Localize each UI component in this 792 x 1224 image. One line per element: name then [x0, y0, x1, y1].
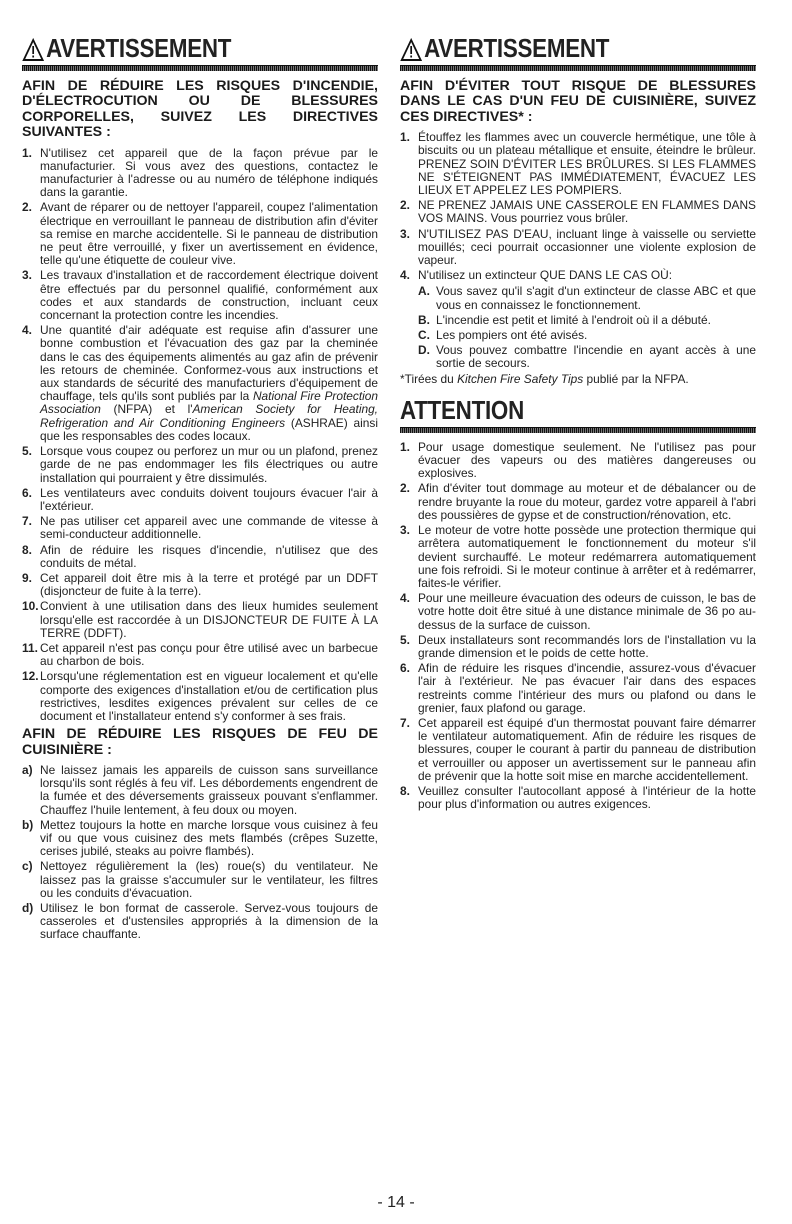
list-item: 3. Les travaux d'installation et de raccordement électrique doivent être effectués par du personnel qualifié, conformément aux codes et aux standards de construction, incluant ceux concernant la protection contre les incendies.	[22, 268, 378, 323]
attention-list	[400, 441, 756, 811]
list-item: c) Nettoyez régulièrement la (les) roue(s) du ventilateur. Ne laissez pas la graisse s'accumuler sur le ventilateur, les filtres ou les conduits d'évacuation.	[22, 859, 378, 900]
list-item: 2. Afin d'éviter tout dommage au moteur et de débalancer ou de rendre bruyante la roue du moteur, gardez votre appareil à l'abri des poussières de gypse et de construction/rénovation, etc.	[400, 481, 756, 522]
list-item: C. Les pompiers ont été avisés.	[418, 328, 588, 343]
list-item: d) Utilisez le bon format de casserole. Servez-vous toujours de casseroles et d'ustensiles appropriés à la dimension de la surface chauffante.	[22, 901, 378, 942]
list-item: 2. Avant de réparer ou de nettoyer l'appareil, coupez l'alimentation électrique en verrouillant le panneau de distribution afin d'éviter sa remise en marche accidentelle. Si le panneau de distribution ne peut être verrouillé, y fixer un avertissement en évidence, telle qu'une étiquette de couleur vive.	[22, 200, 378, 268]
list-item: 6. Les ventilateurs avec conduits doivent toujours évacuer l'air à l'extérieur.	[22, 485, 378, 513]
list-item: 2. NE PRENEZ JAMAIS UNE CASSEROLE EN FLAMMES DANS VOS MAINS. Vous pourriez vous brûler.	[400, 198, 756, 226]
list-item: D. Vous pouvez combattre l'incendie en ayant accès à une sortie de secours.	[418, 343, 756, 371]
left-column	[22, 32, 378, 944]
list-item: 3. Le moteur de votre hotte possède une protection thermique qui arrêtera automatiquement le fonctionnement du moteur s'il devient surchauffé. Le moteur redémarrera automatiquement une fois refroidi. Si le moteur continue à arrêter et à redémarrer, faites-le vérifier.	[400, 523, 756, 590]
warning-triangle-icon	[22, 38, 44, 62]
list-item: B. L'incendie est petit et limité à l'endroit où il a débuté.	[418, 312, 711, 327]
list-item: 7. Cet appareil est équipé d'un thermostat pouvant faire démarrer le ventilateur automatiquement. Afin de réduire les risques de blessures, couper le courant à partir du panneau de distribution et verrouiller ou apposer un avertissement sur le panneau afin de prévenir que la hotte soit mise en marche accidentellement.	[400, 715, 756, 783]
list-item: a) Ne laissez jamais les appareils de cuisson sans surveillance lorsqu'ils sont réglés à feu vif. Les débordements engendrent de la fumée et des déversements graisseux pouvant s'enflammer. Chauffez l'huile lentement, à feu doux ou moyen.	[22, 762, 378, 817]
source-note: *Tirées du Kitchen Fire Safety Tips publié par la NFPA.	[400, 371, 689, 386]
list-item: 5. Lorsque vous coupez ou perforez un mur ou un plafond, prenez garde de ne pas endommager les fils électriques ou autre installation qui pourraient y être dissimulés.	[22, 444, 378, 485]
list-item: 4. Pour une meilleure évacuation des odeurs de cuisson, le bas de votre hotte doit être situé à une distance minimale de 36 po au-dessus de la surface de cuisson.	[400, 591, 756, 632]
heading-rule	[400, 427, 756, 433]
list-item: 6. Afin de réduire les risques d'incendie, assurez-vous d'évacuer l'air à l'extérieur. Ne pas évacuer l'air dans des espaces restreints comme l'intérieur des murs ou plafond ou dans le grenier, faux plafond ou garage.	[400, 661, 756, 715]
heading-rule	[22, 65, 378, 71]
list-item: 4. Une quantité d'air adéquate est requise afin d'assurer une bonne combustion et l'évacuation des gaz par la cheminée dans le cas des équipements alimentés au gaz afin de prévenir les retours de cheminée. Conformez-vous aux instructions et aux standards de sécurité des manufacturiers d'équipement de chauffage, tels qu'ils sont publiés par la National Fire Protection Association (NFPA) et l'American Society for Heating, Refrigeration and Air Conditioning Engineers (ASHRAE) ainsi que les responsables des codes locaux.	[22, 323, 378, 443]
list-item: 7. Ne pas utiliser cet appareil avec une commande de vitesse à semi-conducteur additionnelle.	[22, 514, 378, 542]
warning-heading: AVERTISSEMENT	[22, 32, 328, 62]
extinguisher-conditions	[418, 285, 756, 370]
right-column	[400, 32, 756, 813]
fire-directive-list	[400, 131, 756, 370]
list-item: A. Vous savez qu'il s'agit d'un extincteur de classe ABC et que vous en connaissez le fonctionnement.	[418, 284, 756, 312]
warning-heading: AVERTISSEMENT	[400, 32, 706, 62]
section-subheading-fire: AFIN DE RÉDUIRE LES RISQUES DE FEU DE CUISINIÈRE :	[22, 726, 378, 758]
list-item: 1. Pour usage domestique seulement. Ne l'utilisez pas pour évacuer des vapeurs ou des matières dangereuses ou explosives.	[400, 439, 756, 481]
fire-instruction-list	[22, 764, 378, 942]
list-item: 1. N'utilisez cet appareil que de la façon prévue par le manufacturier. Si vous avez des questions, contactez le manufacturier à l'adresse ou au numéro de téléphone indiqués dans la garantie.	[22, 145, 378, 200]
list-item: 12. Lorsqu'une réglementation est en vigueur localement et qu'elle comporte des exigences d'installation et/ou de certification plus restrictives, lesdites exigences prévalent sur celles de ce document et l'installateur entend s'y conformer à ses frais.	[22, 669, 378, 723]
heading-rule	[400, 65, 756, 71]
list-item: 11. Cet appareil n'est pas conçu pour être utilisé avec un barbecue au charbon de bois.	[22, 640, 378, 669]
instruction-list	[22, 147, 378, 724]
warning-triangle-icon	[400, 38, 422, 62]
list-item: 5. Deux installateurs sont recommandés lors de l'installation vu la grande dimension et le poids de cette hotte.	[400, 632, 756, 660]
section-subheading: AFIN D'ÉVITER TOUT RISQUE DE BLESSURES DANS LE CAS D'UN FEU DE CUISINIÈRE, SUIVEZ CES DIRECTIVES* :	[400, 78, 756, 125]
list-item: 9. Cet appareil doit être mis à la terre et protégé par un DDFT (disjoncteur de fuite à la terre).	[22, 570, 378, 599]
section-subheading: AFIN DE RÉDUIRE LES RISQUES D'INCENDIE, D'ÉLECTROCUTION OU DE BLESSURES CORPORELLES, SUIVEZ LES DIRECTIVES SUIVANTES :	[22, 78, 378, 141]
list-item: 8. Afin de réduire les risques d'incendie, n'utilisez que des conduits de métal.	[22, 542, 378, 570]
page-number: - 14 -	[377, 1194, 415, 1211]
list-item: 4. N'utilisez un extincteur QUE DANS LE CAS OÙ: A. Vous savez qu'il s'agit d'un extincteur de classe ABC et que vous en connaissez le fonctionnement. B. L'incendie est petit et limité à l'endroit où il a débuté. C. Les pompiers ont été avisés. D. Vous pouvez combattre l'incendie en ayant accès à une sortie de secours.	[400, 268, 756, 371]
list-item: 10. Convient à une utilisation dans des lieux humides seulement lorsqu'elle est raccordée à un DISJONCTEUR DE FUITE À LA TERRE (DDFT).	[22, 599, 378, 640]
list-item: 3. N'UTILISEZ PAS D'EAU, incluant linge à vaisselle ou serviette mouillés; ceci pourrait occasionner une violente explosion de vapeur.	[400, 226, 756, 268]
list-item: 1. Étouffez les flammes avec un couvercle hermétique, une tôle à biscuits ou un plateau métallique et ensuite, éteindre le brûleur. PRENEZ SOIN D'ÉVITER LES BRÛLURES. SI LES FLAMMES NE S'ÉTEIGNENT PAS IMMÉDIATEMENT, ÉVACUEZ LES LIEUX ET APPELEZ LES POMPIERS.	[400, 130, 756, 198]
attention-heading: ATTENTION	[400, 394, 524, 425]
list-item: b) Mettez toujours la hotte en marche lorsque vous cuisinez à feu vif ou que vous cuisinez des mets flambés (crêpes Suzette, cerises jubilé, steaks au poivre flambés).	[22, 817, 378, 859]
list-item: 8. Veuillez consulter l'autocollant apposé à l'intérieur de la hotte pour plus d'information ou autres exigences.	[400, 783, 756, 812]
